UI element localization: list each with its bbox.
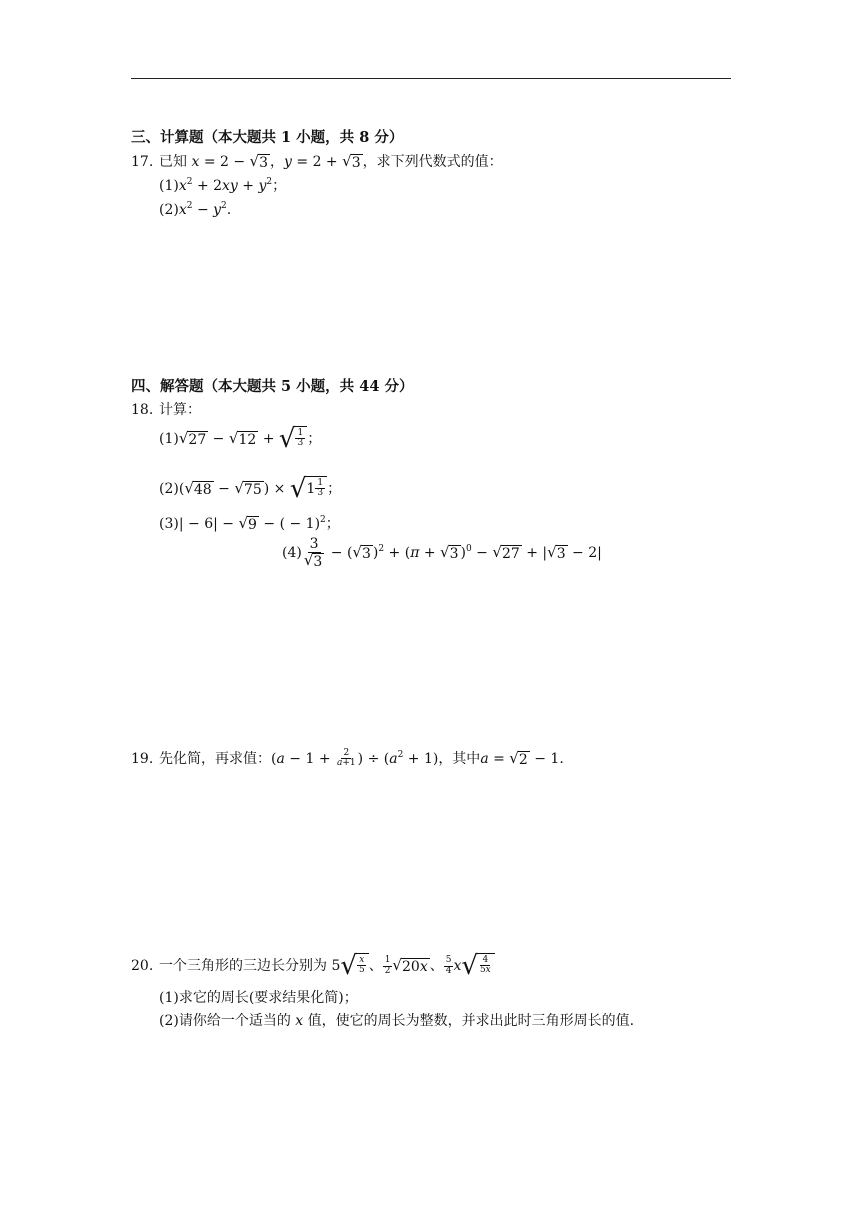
question-17-part-1 [159, 179, 286, 193]
formula-side-1: 5 √ $\frac{x}{5}$ [331, 958, 368, 974]
question-20-stem [131, 953, 495, 979]
question-18-part-1 [159, 426, 321, 452]
formula-side-3: $\frac{5}{4}$ x √ $\frac{4}{5x}$ [444, 958, 495, 974]
question-number: 18. [131, 402, 154, 418]
stem-text: 一个三角形的三边长分别为 [159, 958, 327, 974]
question-17-stem: 17. 已知 x = 2 − √ 3 ，y = 2 + √ 3 ，求下列代数式的值： [131, 152, 503, 171]
formula-expression: 3 √ 3 − ( √ 3 )$^2$ + (π + √ 3 )$^0$ − √ 27 + | √ 3 − 2| [303, 536, 602, 570]
part-end: ； [307, 431, 322, 447]
question-18-stem [131, 403, 201, 417]
stem-text: 已知 [159, 154, 187, 170]
question-17-part-2 [159, 203, 231, 217]
question-20-part-1: (1)求它的周长(要求结果化简)； [159, 990, 358, 1006]
part-end: ； [325, 516, 340, 532]
section-heading-4: 四、解答题（本大题共 5 小题，共 44 分） [131, 378, 414, 395]
question-number: 19. [131, 750, 154, 767]
part-label: (1) [159, 431, 179, 447]
stem-text: 计算： [159, 402, 201, 418]
part-label: (2) [159, 202, 179, 218]
part-end: ； [272, 178, 287, 194]
part-suffix: 值，使它的周长为整数，并求出此时三角形周长的值. [307, 1013, 635, 1029]
formula-expression: (a − 1 + $\frac{2}{a+1}$ ) ÷ $(a^2 + 1)$ [271, 748, 439, 769]
formula-y-value: y = 2 + √ 3 [284, 152, 361, 171]
part-label: (4) [282, 545, 302, 562]
part-prefix: (2)请你给一个适当的 [159, 1013, 291, 1029]
question-20-part-2 [159, 1014, 634, 1028]
formula-expression: | − 6| − √ 9 − ( − 1)$^2$ [178, 514, 326, 533]
header-rule [131, 78, 731, 79]
question-18-part-3 [159, 516, 340, 532]
part-label: (2) [159, 481, 179, 497]
formula-a-value: a = √ 2 − 1 [480, 748, 560, 768]
formula-expression: ( √ 48 − √ 75 ) × √ 1 $\frac{1}{3}$ [179, 481, 327, 497]
separator: 、 [429, 958, 444, 974]
formula-expression: $x^2 + 2xy + y^2$ [178, 177, 273, 194]
variable-x: x [295, 1013, 304, 1029]
question-number: 17. [131, 154, 154, 170]
part-end: . [226, 202, 232, 218]
stem-end: . [559, 750, 564, 767]
section-heading-3: 三、计算题（本大题共 1 小题，共 8 分） [131, 129, 404, 146]
formula-expression: $x^2 - y^2$ [178, 201, 227, 218]
separator: 、 [368, 958, 383, 974]
part-label: (3) [159, 516, 179, 532]
formula-expression: √ 27 − √ 12 + √ $\frac{1}{3}$ [179, 431, 307, 447]
stem-suffix: ，求下列代数式的值： [362, 154, 503, 170]
part-end: ； [327, 481, 342, 497]
question-number: 20. [131, 958, 154, 974]
stem-mid: ，其中 [438, 750, 481, 767]
question-19-stem [131, 749, 564, 769]
question-18-part-4 [282, 537, 602, 569]
formula-x-value: x = 2 − √ 3 [191, 152, 269, 171]
question-18-part-2 [159, 476, 341, 502]
part-label: (1) [159, 178, 179, 194]
stem-text: 先化简，再求值： [159, 750, 271, 767]
formula-side-2: $\frac{1}{2}$ √ 20x [384, 955, 428, 976]
